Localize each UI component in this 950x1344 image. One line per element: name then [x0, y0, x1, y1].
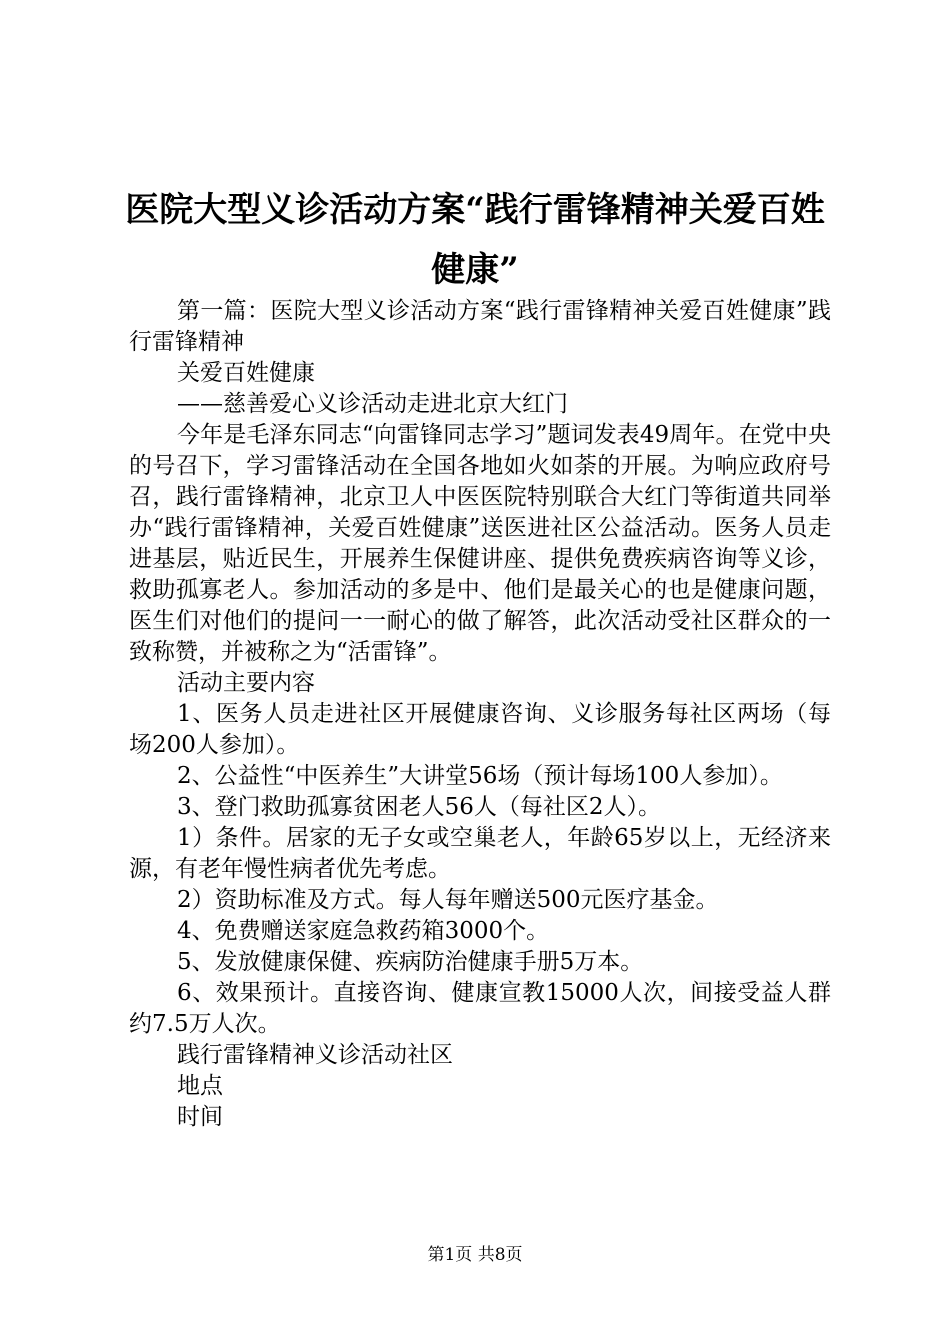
paragraph-section-heading: 活动主要内容	[177, 670, 315, 696]
paragraph-subheading: ——慈善爱心义诊活动走进北京大红门	[177, 391, 568, 417]
paragraph-item-6: 6、效果预计。直接咨询、健康宣教15000人次，间接受益人群约7.5万人次。	[129, 980, 831, 1037]
paragraph-chapter-heading: 第一篇：医院大型义诊活动方案“践行雷锋精神关爱百姓健康”践行雷锋精神	[129, 298, 831, 355]
document-title: 医院大型义诊活动方案“践行雷锋精神关爱百姓健康”	[125, 190, 825, 290]
paragraph-item-1: 1、医务人员走进社区开展健康咨询、义诊服务每社区两场（每场200人参加）。	[129, 701, 831, 758]
document-body	[129, 296, 831, 1133]
paragraph-item-4: 4、免费赠送家庭急救药箱3000个。	[177, 918, 550, 944]
page-footer: 第1页 共8页	[427, 1245, 523, 1265]
paragraph-intro: 今年是毛泽东同志“向雷锋同志学习”题词发表49周年。在党中央的号召下，学习雷锋活动在全国各地如火如荼的开展。为响应政府号召，践行雷锋精神，北京卫人中医医院特别联合大红门等街道共同举办“践行雷锋精神，关爱百姓健康”送医进社区公益活动。医务人员走进基层，贴近民生，开展养生保健讲座、提供免费疾病咨询等义诊，救助孤寡老人。参加活动的多是中、他们是最关心的也是健康问题，医生们对他们的提问一一耐心的做了解答，此次活动受社区群众的一致称赞，并被称之为“活雷锋”。	[129, 422, 831, 665]
paragraph-item-2: 2、公益性“中医养生”大讲堂56场（预计每场100人参加）。	[177, 763, 783, 789]
paragraph-community-heading: 践行雷锋精神义诊活动社区	[177, 1042, 453, 1068]
paragraph-time-label: 时间	[177, 1104, 223, 1130]
paragraph-item-3-standard: 2）资助标准及方式。每人每年赠送500元医疗基金。	[177, 887, 719, 913]
paragraph-item-3: 3、登门救助孤寡贫困老人56人（每社区2人）。	[177, 794, 662, 820]
paragraph-item-3-condition: 1）条件。居家的无子女或空巢老人，年龄65岁以上，无经济来源，有老年慢性病者优先考虑。	[129, 825, 831, 882]
paragraph-location-label: 地点	[177, 1073, 223, 1099]
paragraph-item-5: 5、发放健康保健、疾病防治健康手册5万本。	[177, 949, 644, 975]
paragraph-subtitle: 关爱百姓健康	[177, 360, 315, 386]
